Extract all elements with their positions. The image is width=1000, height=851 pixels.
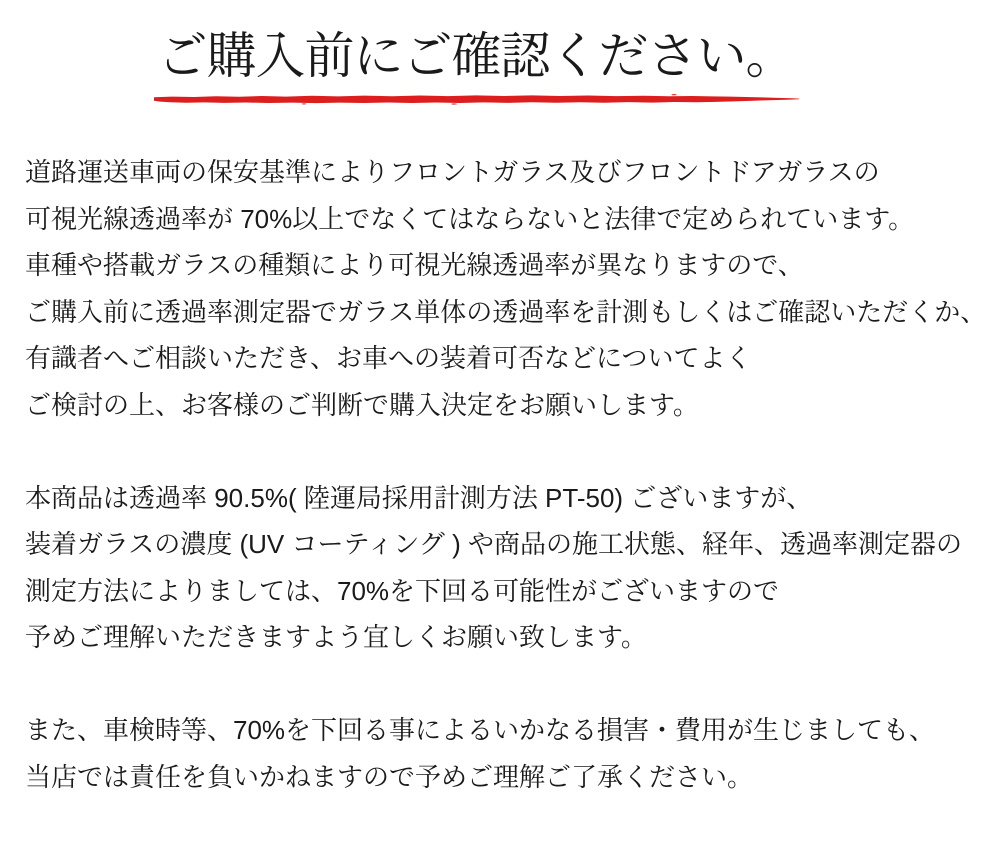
text-line: 車種や搭載ガラスの種類により可視光線透過率が異なりますので、 xyxy=(25,250,804,280)
text-line: 可視光線透過率が 70%以上でなくてはならないと法律で定められています。 xyxy=(25,203,915,234)
text-line: 予めご理解いただきますよう宜しくお願い致します。 xyxy=(25,622,647,652)
text-line: また、車検時等、70%を下回る事によるいかなる損害・費用が生じましても、 xyxy=(25,715,936,745)
paragraph-disclaimer xyxy=(25,707,982,800)
page-title: ご購入前にご確認ください。 xyxy=(157,28,795,84)
text-line: 測定方法によりましては、70%を下回る可能性がございますので xyxy=(25,575,780,606)
text-line: 本商品は透過率 90.5%( 陸運局採用計測方法 PT-50) ございますが、 xyxy=(25,482,813,513)
paragraph-product-transmittance xyxy=(25,475,982,661)
notice-header xyxy=(0,0,976,105)
notice-body xyxy=(0,149,1000,800)
text-line: 道路運送車両の保安基準によりフロントガラス及びフロントドアガラスの xyxy=(25,157,880,187)
text-line: ご購入前に透過率測定器でガラス単体の透過率を計測もしくはご確認いただくか、 xyxy=(25,296,987,327)
text-line: 装着ガラスの濃度 (UV コーティング ) や商品の施工状態、経年、透過率測定器の xyxy=(25,529,962,559)
text-line: ご検討の上、お客様のご判断で購入決定をお願いします。 xyxy=(25,389,699,420)
red-brush-stroke xyxy=(154,95,799,103)
red-brush-underline-icon xyxy=(154,91,799,105)
paragraph-legal-requirement xyxy=(25,149,987,428)
text-line: 有識者へご相談いただき、お車への装着可否などについてよく xyxy=(25,343,752,373)
brush-speck xyxy=(451,103,457,104)
brush-speck xyxy=(301,103,305,104)
text-line: 当店では責任を負いかねますので予めご理解ご了承ください。 xyxy=(25,761,754,792)
brush-speck xyxy=(671,94,676,95)
